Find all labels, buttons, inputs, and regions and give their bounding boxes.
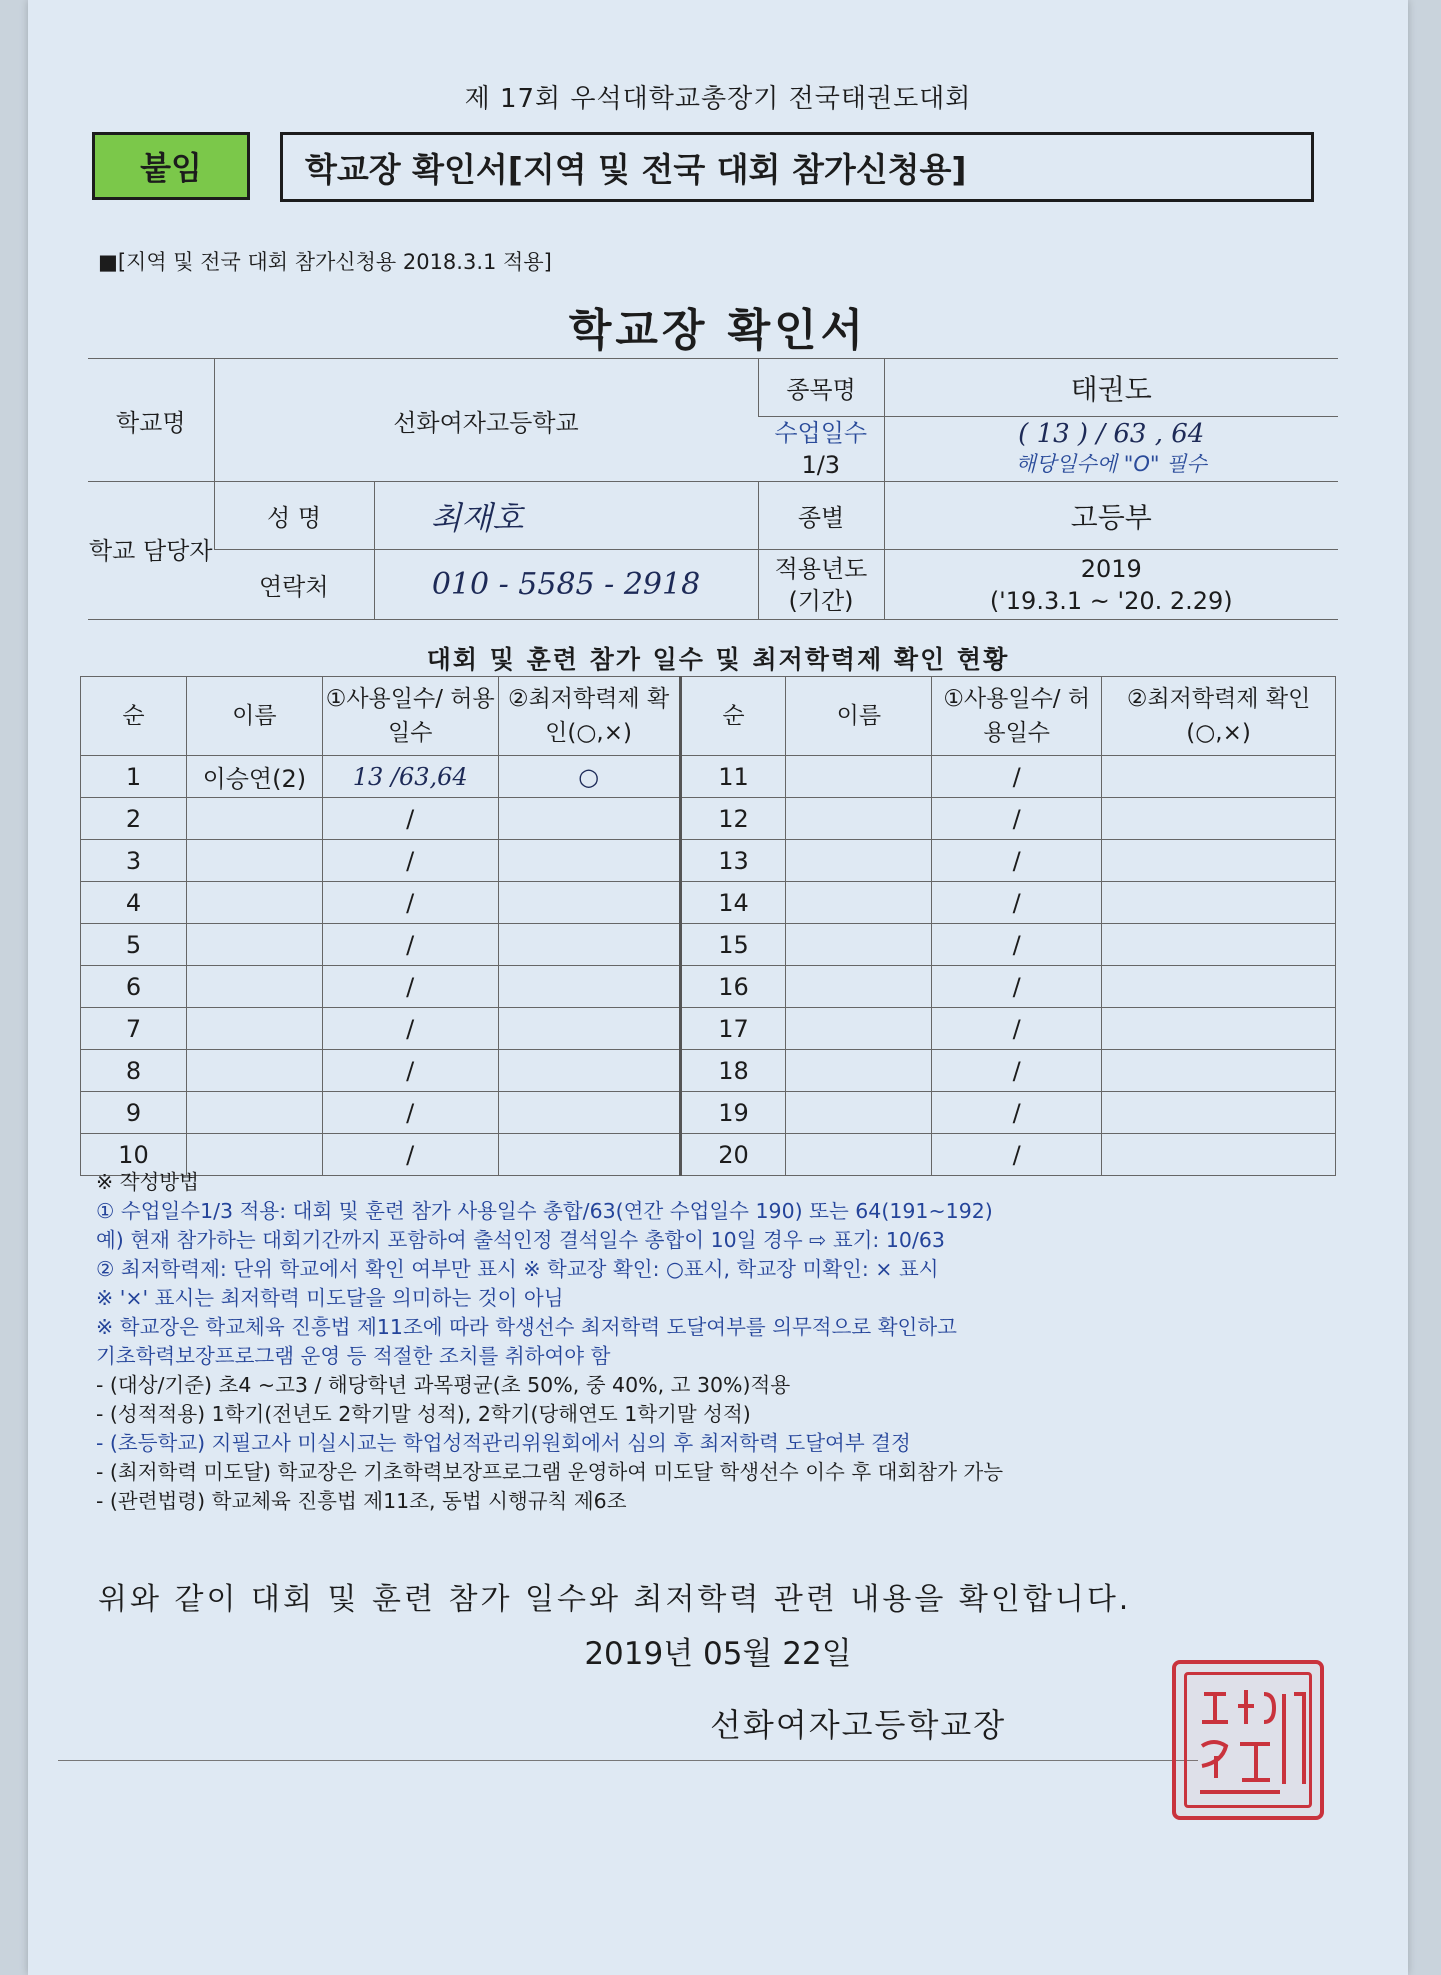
table-row: [81, 756, 1336, 798]
col-days: ①사용일수/ 허용일수: [932, 677, 1102, 756]
row-number: 13: [680, 840, 786, 882]
class-days-label: [758, 417, 884, 482]
row-days: /: [932, 798, 1102, 840]
contact-value: 010 - 5585 - 2918: [374, 550, 758, 620]
row-check: [1102, 966, 1336, 1008]
row-days: /: [932, 1008, 1102, 1050]
row-number: 7: [81, 1008, 187, 1050]
class-days-note: 해당일수에 "O" 필수: [1015, 452, 1207, 476]
row-name: [786, 798, 932, 840]
divider: [58, 1760, 1198, 1761]
row-number: 20: [680, 1134, 786, 1176]
row-check: [1102, 798, 1336, 840]
class-days-label-text: 수업일수: [774, 419, 868, 447]
status-header-row: [81, 677, 1336, 756]
row-number: 4: [81, 882, 187, 924]
row-name: 이승연(2): [186, 756, 322, 798]
year-value: 2019: [1080, 554, 1142, 583]
guide-line: 예) 현재 참가하는 대회기간까지 포함하여 출석인정 결석일수 총합이 10일 경우 ⇨ 표기: 10/63: [96, 1228, 945, 1252]
col-check: ②최저학력제 확인(○,×): [1102, 677, 1336, 756]
col-no: 순: [81, 677, 187, 756]
guide-line: - (초등학교) 지필고사 미실시교는 학업성적관리위원회에서 심의 후 최저학력 도달여부 결정: [96, 1431, 911, 1455]
issue-date: 2019년 05월 22일: [584, 1636, 852, 1672]
row-days: 13 /63,64: [322, 756, 498, 798]
row-number: 5: [81, 924, 187, 966]
attachment-badge: 붙임: [92, 132, 250, 200]
row-days: /: [322, 1008, 498, 1050]
row-number: 17: [680, 1008, 786, 1050]
row-check: [1102, 756, 1336, 798]
table-row: [81, 1050, 1336, 1092]
row-check: [498, 1050, 680, 1092]
col-days: ①사용일수/ 허용일수: [322, 677, 498, 756]
row-name: [186, 1008, 322, 1050]
table-row: [81, 798, 1336, 840]
row-check: [1102, 882, 1336, 924]
row-check: [498, 882, 680, 924]
row-days: /: [322, 1050, 498, 1092]
col-name: 이름: [186, 677, 322, 756]
row-name: [786, 924, 932, 966]
confirmation-statement: 위와 같이 대회 및 훈련 참가 일수와 최저학력 관련 내용을 확인합니다.: [98, 1582, 1132, 1617]
guide-line: - (대상/기준) 초4 ~고3 / 해당학년 과목평균(초 50%, 중 40%, 고 30%)적용: [96, 1373, 791, 1397]
guide-line: - (최저학력 미도달) 학교장은 기초학력보장프로그램 운영하여 미도달 학생선수 이수 후 대회참가 가능: [96, 1460, 1003, 1484]
guide-line: - (성적적용) 1학기(전년도 2학기말 성적), 2학기(당해연도 1학기말 성적): [96, 1402, 751, 1426]
guide-line: 기초학력보장프로그램 운영 등 적절한 조치를 취하여야 함: [96, 1344, 611, 1368]
class-days-value: ( 13 ) / 63 , 64: [1018, 419, 1205, 449]
row-name: [186, 1092, 322, 1134]
row-number: 14: [680, 882, 786, 924]
status-title: 대회 및 훈련 참가 일수 및 최저학력제 확인 현황: [426, 645, 1010, 674]
staff-label: 학교 담당자: [88, 482, 214, 620]
row-name: [786, 966, 932, 1008]
row-number: 8: [81, 1050, 187, 1092]
row-name: [786, 882, 932, 924]
division-value: 고등부: [884, 482, 1338, 550]
row-check: ○: [498, 756, 680, 798]
row-days: /: [932, 756, 1102, 798]
class-days-sub: 1/3: [801, 451, 841, 479]
contact-label: 연락처: [214, 550, 374, 620]
event-value: 태권도: [884, 359, 1338, 417]
row-check: [1102, 924, 1336, 966]
guide-line: ※ '×' 표시는 최저학력 미도달을 의미하는 것이 아님: [96, 1286, 564, 1310]
row-number: 9: [81, 1092, 187, 1134]
scope-note: ■[지역 및 전국 대회 참가신청용 2018.3.1 적용]: [98, 250, 552, 274]
name-label: 성 명: [214, 482, 374, 550]
row-number: 18: [680, 1050, 786, 1092]
table-row: [81, 840, 1336, 882]
writing-guide: [96, 1168, 1376, 1516]
row-check: [498, 1008, 680, 1050]
row-days: /: [932, 882, 1102, 924]
row-days: /: [322, 1134, 498, 1176]
row-check: [1102, 840, 1336, 882]
row-name: [786, 1050, 932, 1092]
guide-line: ※ 작성방법: [96, 1170, 199, 1194]
participation-status-table: [80, 676, 1336, 1176]
row-name: [186, 798, 322, 840]
row-check: [1102, 1008, 1336, 1050]
year-period: ('19.3.1 ~ '20. 2.29): [989, 586, 1233, 615]
row-days: /: [932, 1050, 1102, 1092]
row-days: /: [932, 924, 1102, 966]
year-sub: (기간): [788, 586, 854, 615]
table-row: [81, 924, 1336, 966]
row-number: 6: [81, 966, 187, 1008]
seal-icon: [1172, 1660, 1324, 1820]
event-label: 종목명: [758, 359, 884, 417]
principal-signature: 선화여자고등학교장: [710, 1706, 1007, 1744]
row-number: 2: [81, 798, 187, 840]
row-check: [498, 840, 680, 882]
name-value: 최재호: [374, 482, 758, 550]
row-name: [186, 882, 322, 924]
school-value: 선화여자고등학교: [214, 359, 758, 482]
row-days: /: [322, 798, 498, 840]
year-value-cell: [884, 550, 1338, 620]
row-number: 19: [680, 1092, 786, 1134]
row-days: /: [932, 840, 1102, 882]
col-no: 순: [680, 677, 786, 756]
seal-glyphs-icon: [1176, 1664, 1320, 1816]
row-check: [498, 924, 680, 966]
header-title-box: 학교장 확인서[지역 및 전국 대회 참가신청용]: [280, 132, 1314, 202]
row-name: [186, 840, 322, 882]
row-days: /: [322, 1092, 498, 1134]
row-name: [786, 1092, 932, 1134]
class-days-value-cell: [884, 417, 1338, 482]
row-number: 16: [680, 966, 786, 1008]
guide-line: - (관련법령) 학교체육 진흥법 제11조, 동법 시행규칙 제6조: [96, 1489, 627, 1513]
document-page: [28, 0, 1408, 1975]
row-name: [186, 1050, 322, 1092]
division-label: 종별: [758, 482, 884, 550]
row-days: /: [322, 840, 498, 882]
row-number: 12: [680, 798, 786, 840]
row-days: /: [932, 1092, 1102, 1134]
row-days: /: [932, 966, 1102, 1008]
school-label: 학교명: [88, 359, 214, 482]
row-name: [786, 756, 932, 798]
guide-line: ② 최저학력제: 단위 학교에서 확인 여부만 표시 ※ 학교장 확인: ○표시, 학교장 미확인: × 표시: [96, 1257, 939, 1281]
row-check: [498, 1092, 680, 1134]
event-title: 제 17회 우석대학교총장기 전국태권도대회: [464, 84, 972, 114]
row-days: /: [322, 966, 498, 1008]
row-check: [498, 798, 680, 840]
row-name: [786, 1008, 932, 1050]
table-row: [81, 1092, 1336, 1134]
document-title: 학교장 확인서: [568, 305, 868, 356]
table-row: [81, 1008, 1336, 1050]
row-days: /: [322, 882, 498, 924]
row-name: [186, 924, 322, 966]
row-check: [1102, 1092, 1336, 1134]
year-label-cell: [758, 550, 884, 620]
row-days: /: [932, 1134, 1102, 1176]
col-name: 이름: [786, 677, 932, 756]
row-number: 10: [81, 1134, 187, 1176]
row-name: [786, 840, 932, 882]
row-days: /: [322, 924, 498, 966]
row-name: [186, 966, 322, 1008]
row-number: 15: [680, 924, 786, 966]
row-number: 3: [81, 840, 187, 882]
info-table: [88, 358, 1338, 620]
table-row: [81, 966, 1336, 1008]
row-number: 1: [81, 756, 187, 798]
row-number: 11: [680, 756, 786, 798]
guide-line: ※ 학교장은 학교체육 진흥법 제11조에 따라 학생선수 최저학력 도달여부를 의무적으로 확인하고: [96, 1315, 957, 1339]
row-check: [1102, 1050, 1336, 1092]
row-check: [498, 966, 680, 1008]
col-check: ②최저학력제 확인(○,×): [498, 677, 680, 756]
year-label: 적용년도: [774, 554, 868, 583]
guide-line: ① 수업일수1/3 적용: 대회 및 훈련 참가 사용일수 총합/63(연간 수업일수 190) 또는 64(191~192): [96, 1199, 993, 1223]
table-row: [81, 882, 1336, 924]
